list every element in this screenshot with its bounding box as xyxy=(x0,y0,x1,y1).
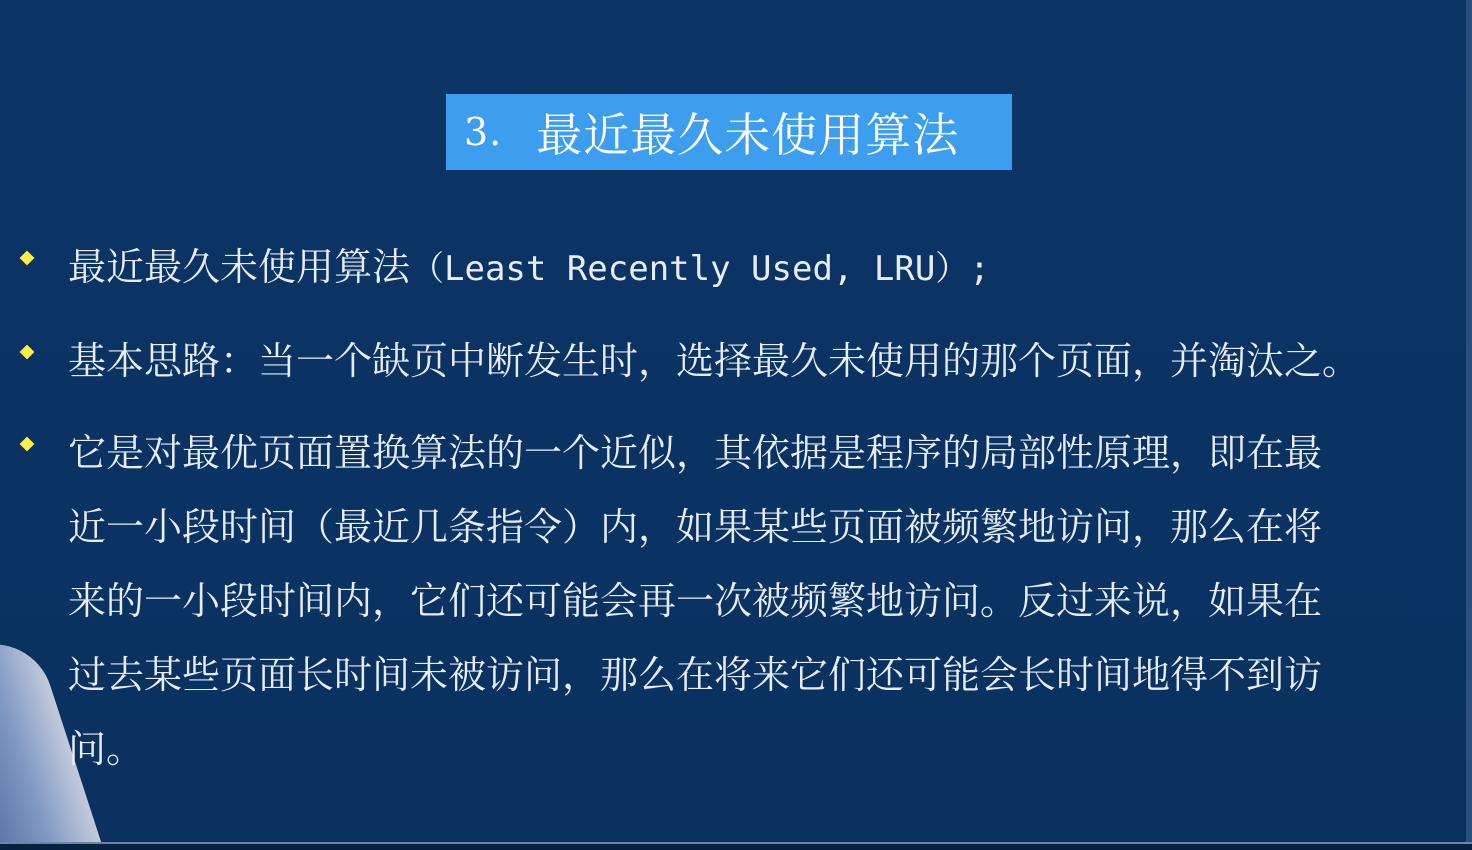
bullet-diamond-icon xyxy=(20,251,35,266)
title-text: 最近最久未使用算法 xyxy=(536,108,960,162)
bullet-diamond-icon xyxy=(20,345,35,360)
bullet-2-text: 基本思路：当一个缺页中断发生时，选择最久未使用的那个页面，并淘汰之。 xyxy=(68,339,1361,383)
bullet-3-line-4: 过去某些页面长时间未被访问，那么在将来它们还可能会长时间地得不到访 xyxy=(68,653,1323,697)
bullet-3-line-5: 问。 xyxy=(68,727,145,771)
bullet-3-line-1: 它是对最优页面置换算法的一个近似，其依据是程序的局部性原理，即在最 xyxy=(68,431,1323,475)
bullet-diamond-icon xyxy=(20,437,35,452)
title-number: 3. xyxy=(464,110,503,154)
bullet-3-line-3: 来的一小段时间内，它们还可能会再一次被频繁地访问。反过来说，如果在 xyxy=(68,579,1323,623)
bullet-3-line-2: 近一小段时间（最近几条指令）内，如果某些页面被频繁地访问，那么在将 xyxy=(68,505,1323,549)
bullet-1-text xyxy=(68,236,1428,291)
slide-title xyxy=(446,94,1012,170)
right-edge xyxy=(1466,0,1472,850)
bullet-1-en: （Least Recently Used, LRU）; xyxy=(410,249,990,289)
bullet-1-cn: 最近最久未使用算法 xyxy=(68,245,411,289)
bottom-bar xyxy=(0,844,1472,850)
